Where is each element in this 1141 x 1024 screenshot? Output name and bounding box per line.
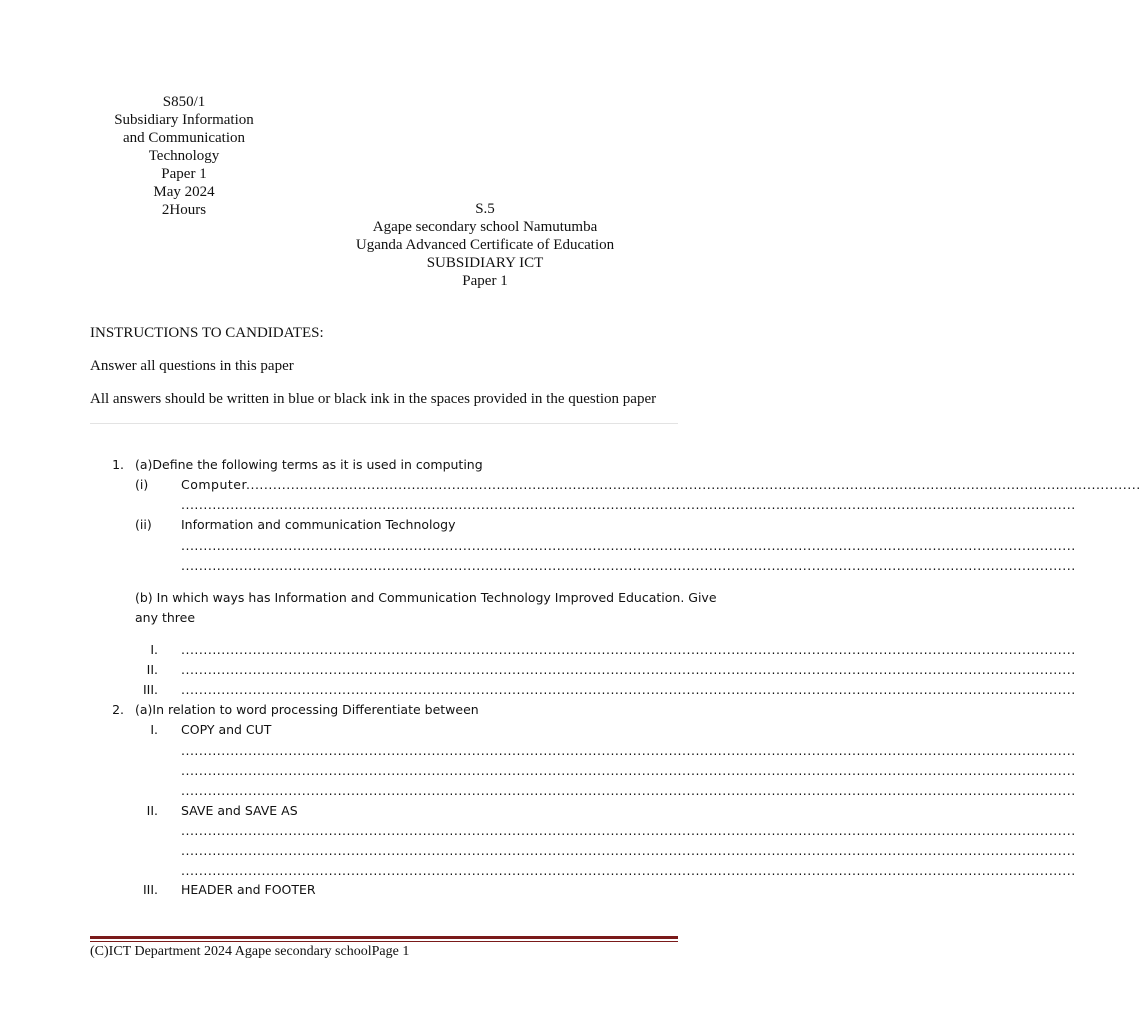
dot-leader: ........................................................................................................................................................................................................ — [181, 743, 1076, 758]
paper-title: Paper 1 — [462, 273, 508, 289]
term-label: SAVE and SAVE AS — [181, 803, 298, 818]
sub-label: (i) — [135, 477, 149, 492]
footer-rule — [90, 941, 678, 942]
term-label: Computer — [181, 477, 246, 492]
certificate-name: Uganda Advanced Certificate of Education — [355, 237, 615, 253]
answer-line — [181, 640, 1076, 660]
subject-line-1: Subsidiary Information — [114, 112, 254, 128]
dot-leader: ........................................................................................................................................................................................................ — [246, 477, 1141, 492]
answer-line — [181, 680, 1076, 700]
footer-rule — [90, 936, 678, 939]
school-header-block — [330, 200, 640, 290]
answer-line — [181, 861, 1076, 881]
answer-line — [181, 821, 1076, 841]
sub-label: (ii) — [135, 517, 152, 532]
dot-leader: ........................................................................................................................................................................................................ — [181, 783, 1076, 798]
dot-leader: ........................................................................................................................................................................................................ — [181, 763, 1076, 778]
instructions-heading: INSTRUCTIONS TO CANDIDATES: — [90, 325, 324, 341]
dot-leader: ........................................................................................................................................................................................................ — [181, 538, 1076, 553]
term-label: HEADER and FOOTER — [181, 882, 316, 897]
exam-duration: 2Hours — [161, 202, 207, 218]
subject-title: SUBSIDIARY ICT — [426, 255, 544, 271]
question-number: 1. — [112, 457, 124, 472]
roman-numeral: II. — [146, 803, 158, 818]
dot-leader: ........................................................................................................................................................................................................ — [181, 682, 1076, 697]
question-text: (b) In which ways has Information and Communication Technology Improved Education. Give — [135, 590, 717, 605]
instruction-line-1: Answer all questions in this paper — [90, 358, 294, 374]
dot-leader: ........................................................................................................................................................................................................ — [181, 662, 1076, 677]
answer-line — [181, 781, 1076, 801]
question-text: (a)Define the following terms as it is used in computing — [135, 457, 483, 472]
answer-line — [181, 475, 1141, 495]
dot-leader: ........................................................................................................................................................................................................ — [181, 558, 1076, 573]
answer-line — [181, 556, 1076, 576]
term-label: Information and communication Technology — [181, 517, 456, 532]
subject-line-2: and Communication — [122, 130, 246, 146]
exam-code-block — [104, 93, 264, 219]
roman-numeral: II. — [146, 662, 158, 677]
exam-date: May 2024 — [153, 184, 215, 200]
roman-numeral: III. — [142, 882, 158, 897]
answer-line — [181, 495, 1076, 515]
answer-line — [181, 536, 1076, 556]
section-divider — [90, 423, 678, 424]
dot-leader: ........................................................................................................................................................................................................ — [181, 642, 1076, 657]
page-footer: (C)ICT Department 2024 Agape secondary schoolPage 1 — [90, 944, 410, 959]
exam-code: S850/1 — [162, 94, 206, 110]
dot-leader: ........................................................................................................................................................................................................ — [181, 863, 1076, 878]
class-level: S.5 — [475, 201, 495, 217]
dot-leader: ........................................................................................................................................................................................................ — [181, 823, 1076, 838]
answer-line — [181, 761, 1076, 781]
answer-line — [181, 841, 1076, 861]
paper-number: Paper 1 — [161, 166, 207, 182]
roman-numeral: I. — [150, 642, 158, 657]
term-label: COPY and CUT — [181, 722, 272, 737]
roman-numeral: III. — [142, 682, 158, 697]
answer-line — [181, 741, 1076, 761]
answer-line — [181, 660, 1076, 680]
dot-leader: ........................................................................................................................................................................................................ — [181, 843, 1076, 858]
question-text: (a)In relation to word processing Differentiate between — [135, 702, 479, 717]
question-text: any three — [135, 610, 196, 625]
roman-numeral: I. — [150, 722, 158, 737]
instruction-line-2: All answers should be written in blue or black ink in the spaces provided in the question paper — [90, 391, 657, 407]
dot-leader: ........................................................................................................................................................................................................ — [181, 497, 1076, 512]
question-number: 2. — [112, 702, 124, 717]
school-name: Agape secondary school Namutumba — [372, 219, 598, 235]
subject-line-3: Technology — [148, 148, 220, 164]
